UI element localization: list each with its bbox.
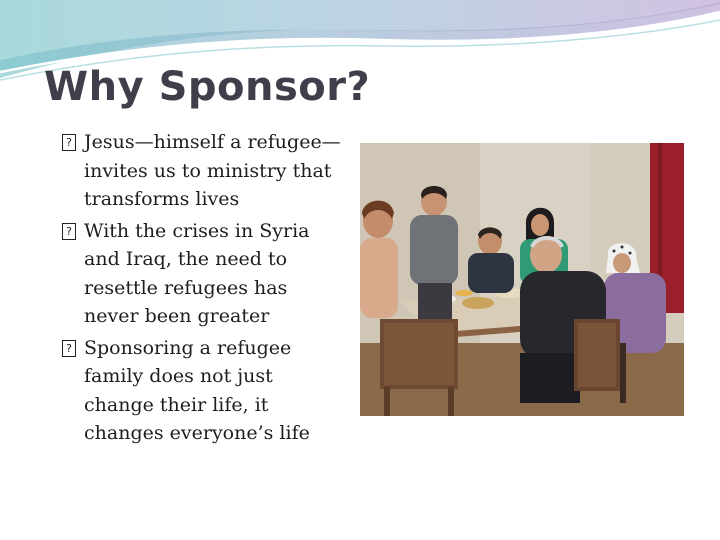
bullet-item [62, 217, 342, 331]
bullet-item [62, 128, 342, 214]
slide-title: Why Sponsor? [44, 64, 371, 110]
family-dinner-photo [360, 143, 684, 416]
bullet-item [62, 334, 342, 448]
bullet-text: Jesus—himself a refugee—invites us to ministry that transforms lives [84, 131, 341, 210]
bullet-glyph-icon: ? [62, 340, 76, 357]
bullet-text: Sponsoring a refugee family does not just change their life, it changes everyone’s life [84, 336, 310, 444]
bullet-glyph-icon: ? [62, 134, 76, 151]
bullet-text: With the crises in Syria and Iraq, the need to resettle refugees has never been greater [84, 219, 310, 327]
bullet-list [62, 128, 342, 451]
bullet-glyph-icon: ? [62, 223, 76, 240]
